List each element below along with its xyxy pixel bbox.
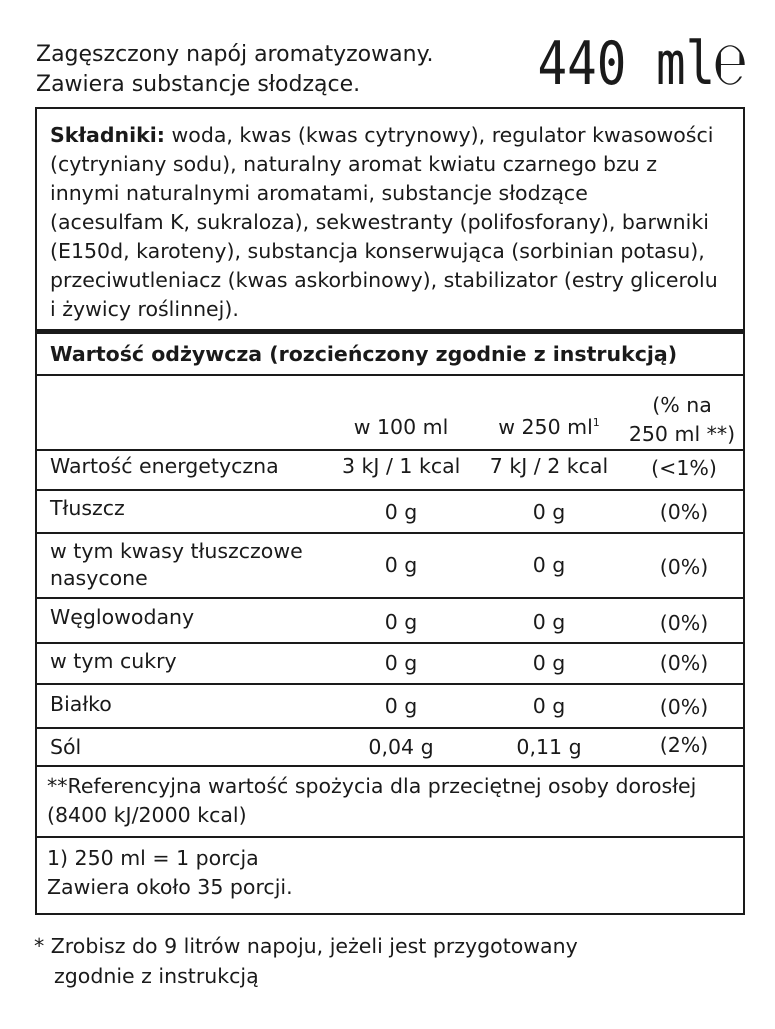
ingredients-line-6: przeciwutleniacz (kwas askorbinowy), stabilizator (estry glicerolu [50, 268, 718, 292]
ingredients-line-1: woda, kwas (kwas cytrynowy), regulator kwasowości [165, 123, 714, 147]
nutrient-name-line-2: nasycone [50, 566, 148, 590]
label-panel [35, 107, 745, 915]
value-percent: (2%) [659, 733, 709, 757]
value-percent: (0%) [659, 611, 709, 635]
row-divider [37, 597, 743, 599]
value-100ml: 0,04 g [368, 735, 434, 759]
preparation-note-line-2: zgodnie z instrukcją [54, 964, 259, 988]
value-percent: (0%) [659, 500, 709, 524]
nutrient-name: Węglowodany [50, 605, 195, 629]
footnote-marker: 1 [592, 416, 600, 430]
value-100ml: 0 g [384, 651, 418, 675]
nutrient-name: w tym kwasy tłuszczowe [50, 539, 303, 563]
column-header-250ml-text: w 250 ml [498, 415, 593, 439]
row-divider [37, 765, 743, 767]
ingredients-line-7: i żywicy roślinnej). [50, 297, 239, 321]
nutrient-name: Wartość energetyczna [50, 454, 279, 478]
value-100ml: 0 g [384, 610, 418, 634]
row-divider [37, 836, 743, 838]
volume-label: 440 ml℮ [537, 29, 745, 99]
row-divider [37, 374, 743, 376]
row-divider [37, 489, 743, 491]
row-divider [37, 683, 743, 685]
value-percent: (0%) [659, 555, 709, 579]
nutrient-name: w tym cukry [50, 649, 177, 673]
section-divider [37, 329, 743, 334]
value-100ml: 0 g [384, 500, 418, 524]
ingredients-text [50, 121, 740, 324]
nutrient-name: Tłuszcz [50, 496, 125, 520]
reference-note-line-1: **Referencyjna wartość spożycia dla przeciętnej osoby dorosłej [47, 774, 697, 798]
ingredients-line-5: (E150d, karoteny), substancja konserwująca (sorbinian potasu), [50, 239, 705, 263]
value-250ml: 0 g [532, 553, 566, 577]
description-line-1: Zagęszczony napój aromatyzowany. [36, 42, 434, 67]
portion-note: 1) 250 ml = 1 porcja [47, 846, 259, 870]
column-header-percent [617, 391, 747, 449]
value-250ml: 7 kJ / 2 kcal [489, 454, 609, 478]
value-250ml: 0,11 g [516, 735, 582, 759]
ingredients-line-3: innymi naturalnymi aromatami, substancje słodzące [50, 181, 588, 205]
row-divider [37, 642, 743, 644]
row-divider [37, 727, 743, 729]
value-250ml: 0 g [532, 610, 566, 634]
ingredients-line-2: (cytryniany sodu), naturalny aromat kwiatu czarnego bzu z [50, 152, 658, 176]
value-100ml: 0 g [384, 694, 418, 718]
ingredients-label: Składniki: [50, 123, 165, 147]
value-100ml: 0 g [384, 553, 418, 577]
nutrient-name: Białko [50, 692, 112, 716]
portion-count-note: Zawiera około 35 porcji. [47, 875, 293, 899]
value-100ml: 3 kJ / 1 kcal [342, 454, 461, 478]
nutrition-title: Wartość odżywcza (rozcieńczony zgodnie z instrukcją) [50, 342, 678, 366]
preparation-note [34, 931, 578, 991]
value-percent: (<1%) [651, 456, 717, 480]
nutrient-name: Sól [50, 735, 82, 759]
preparation-note-line-1: * Zrobisz do 9 litrów napoju, jeżeli jest przygotowany [34, 934, 578, 958]
column-header-100ml: w 100 ml [353, 415, 449, 439]
reference-note-line-2: (8400 kJ/2000 kcal) [47, 803, 247, 827]
row-divider [37, 449, 743, 451]
column-header-percent-line-1: (% na [652, 393, 712, 417]
row-divider [37, 532, 743, 534]
value-250ml: 0 g [532, 651, 566, 675]
value-250ml: 0 g [532, 500, 566, 524]
description-line-2: Zawiera substancje słodzące. [36, 72, 361, 97]
value-250ml: 0 g [532, 694, 566, 718]
column-header-250ml [479, 415, 619, 439]
ingredients-line-4: (acesulfam K, sukraloza), sekwestranty (polifosforany), barwniki [50, 210, 709, 234]
product-description [36, 40, 433, 100]
value-percent: (0%) [659, 651, 709, 675]
column-header-percent-line-2: 250 ml **) [628, 422, 736, 446]
value-percent: (0%) [659, 695, 709, 719]
